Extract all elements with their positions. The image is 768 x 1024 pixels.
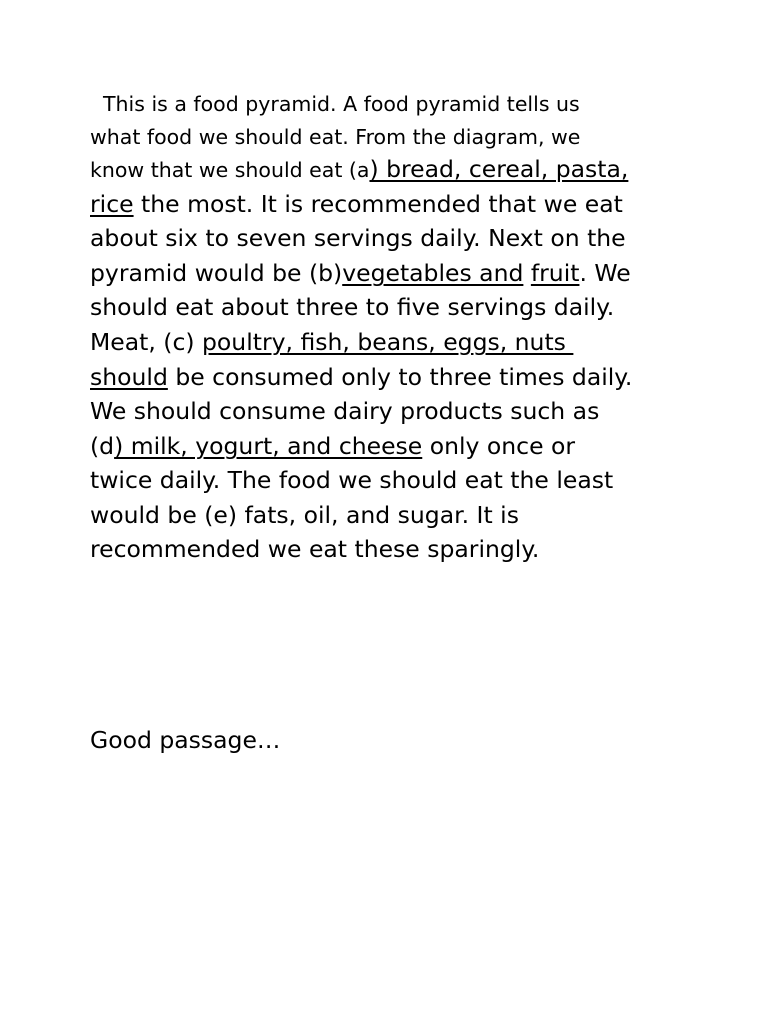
passage-line-2 <box>90 127 580 148</box>
passage-text: be consumed only to three times daily. <box>167 363 633 391</box>
passage-text: should eat about three to five servings daily. <box>90 293 615 321</box>
passage-line-3 <box>90 155 629 183</box>
passage-line-4 <box>90 190 623 218</box>
passage-text <box>523 259 530 287</box>
passage-line-11 <box>90 432 576 460</box>
passage-text: (d <box>90 432 115 460</box>
passage-line-13 <box>90 501 519 529</box>
comment-text: Good passage… <box>90 726 281 754</box>
underlined-answer-a-cont: rice <box>90 190 134 218</box>
passage-text: would be (e) fats, oil, and sugar. It is <box>90 501 519 529</box>
passage-line-8 <box>90 328 574 356</box>
passage-text: know that we should eat (a <box>90 158 370 182</box>
underlined-answer-a: ) bread, cereal, pasta, <box>369 155 629 183</box>
passage-text: pyramid would be (b) <box>90 259 343 287</box>
passage-text: . We <box>579 259 631 287</box>
passage-line-14 <box>90 535 540 563</box>
underlined-answer-d: ) milk, yogurt, and cheese <box>114 432 423 460</box>
underlined-answer-c: poultry, fish, beans, eggs, nuts <box>202 328 574 356</box>
passage-text: twice daily. The food we should eat the least <box>90 466 614 494</box>
passage-line-1 <box>90 94 580 115</box>
underlined-answer-c-cont: should <box>90 363 168 391</box>
passage-line-7 <box>90 293 615 321</box>
passage-line-9 <box>90 363 633 391</box>
passage-text: recommended we eat these sparingly. <box>90 535 540 563</box>
passage-line-12 <box>90 466 614 494</box>
passage-line-10 <box>90 397 600 425</box>
passage-text: We should consume dairy products such as <box>90 397 600 425</box>
passage-text: Meat, (c) <box>90 328 203 356</box>
passage-line-6 <box>90 259 631 287</box>
passage-text: only once or <box>422 432 576 460</box>
passage-text: what food we should eat. From the diagram, we <box>90 125 581 149</box>
underlined-answer-b-fruit: fruit <box>530 259 580 287</box>
passage-text: the most. It is recommended that we eat <box>133 190 623 218</box>
passage-text: This is a food pyramid. A food pyramid tells us <box>90 92 580 116</box>
underlined-answer-b: vegetables and <box>342 259 524 287</box>
passage-line-5 <box>90 224 626 252</box>
passage-text: about six to seven servings daily. Next on the <box>90 224 626 252</box>
